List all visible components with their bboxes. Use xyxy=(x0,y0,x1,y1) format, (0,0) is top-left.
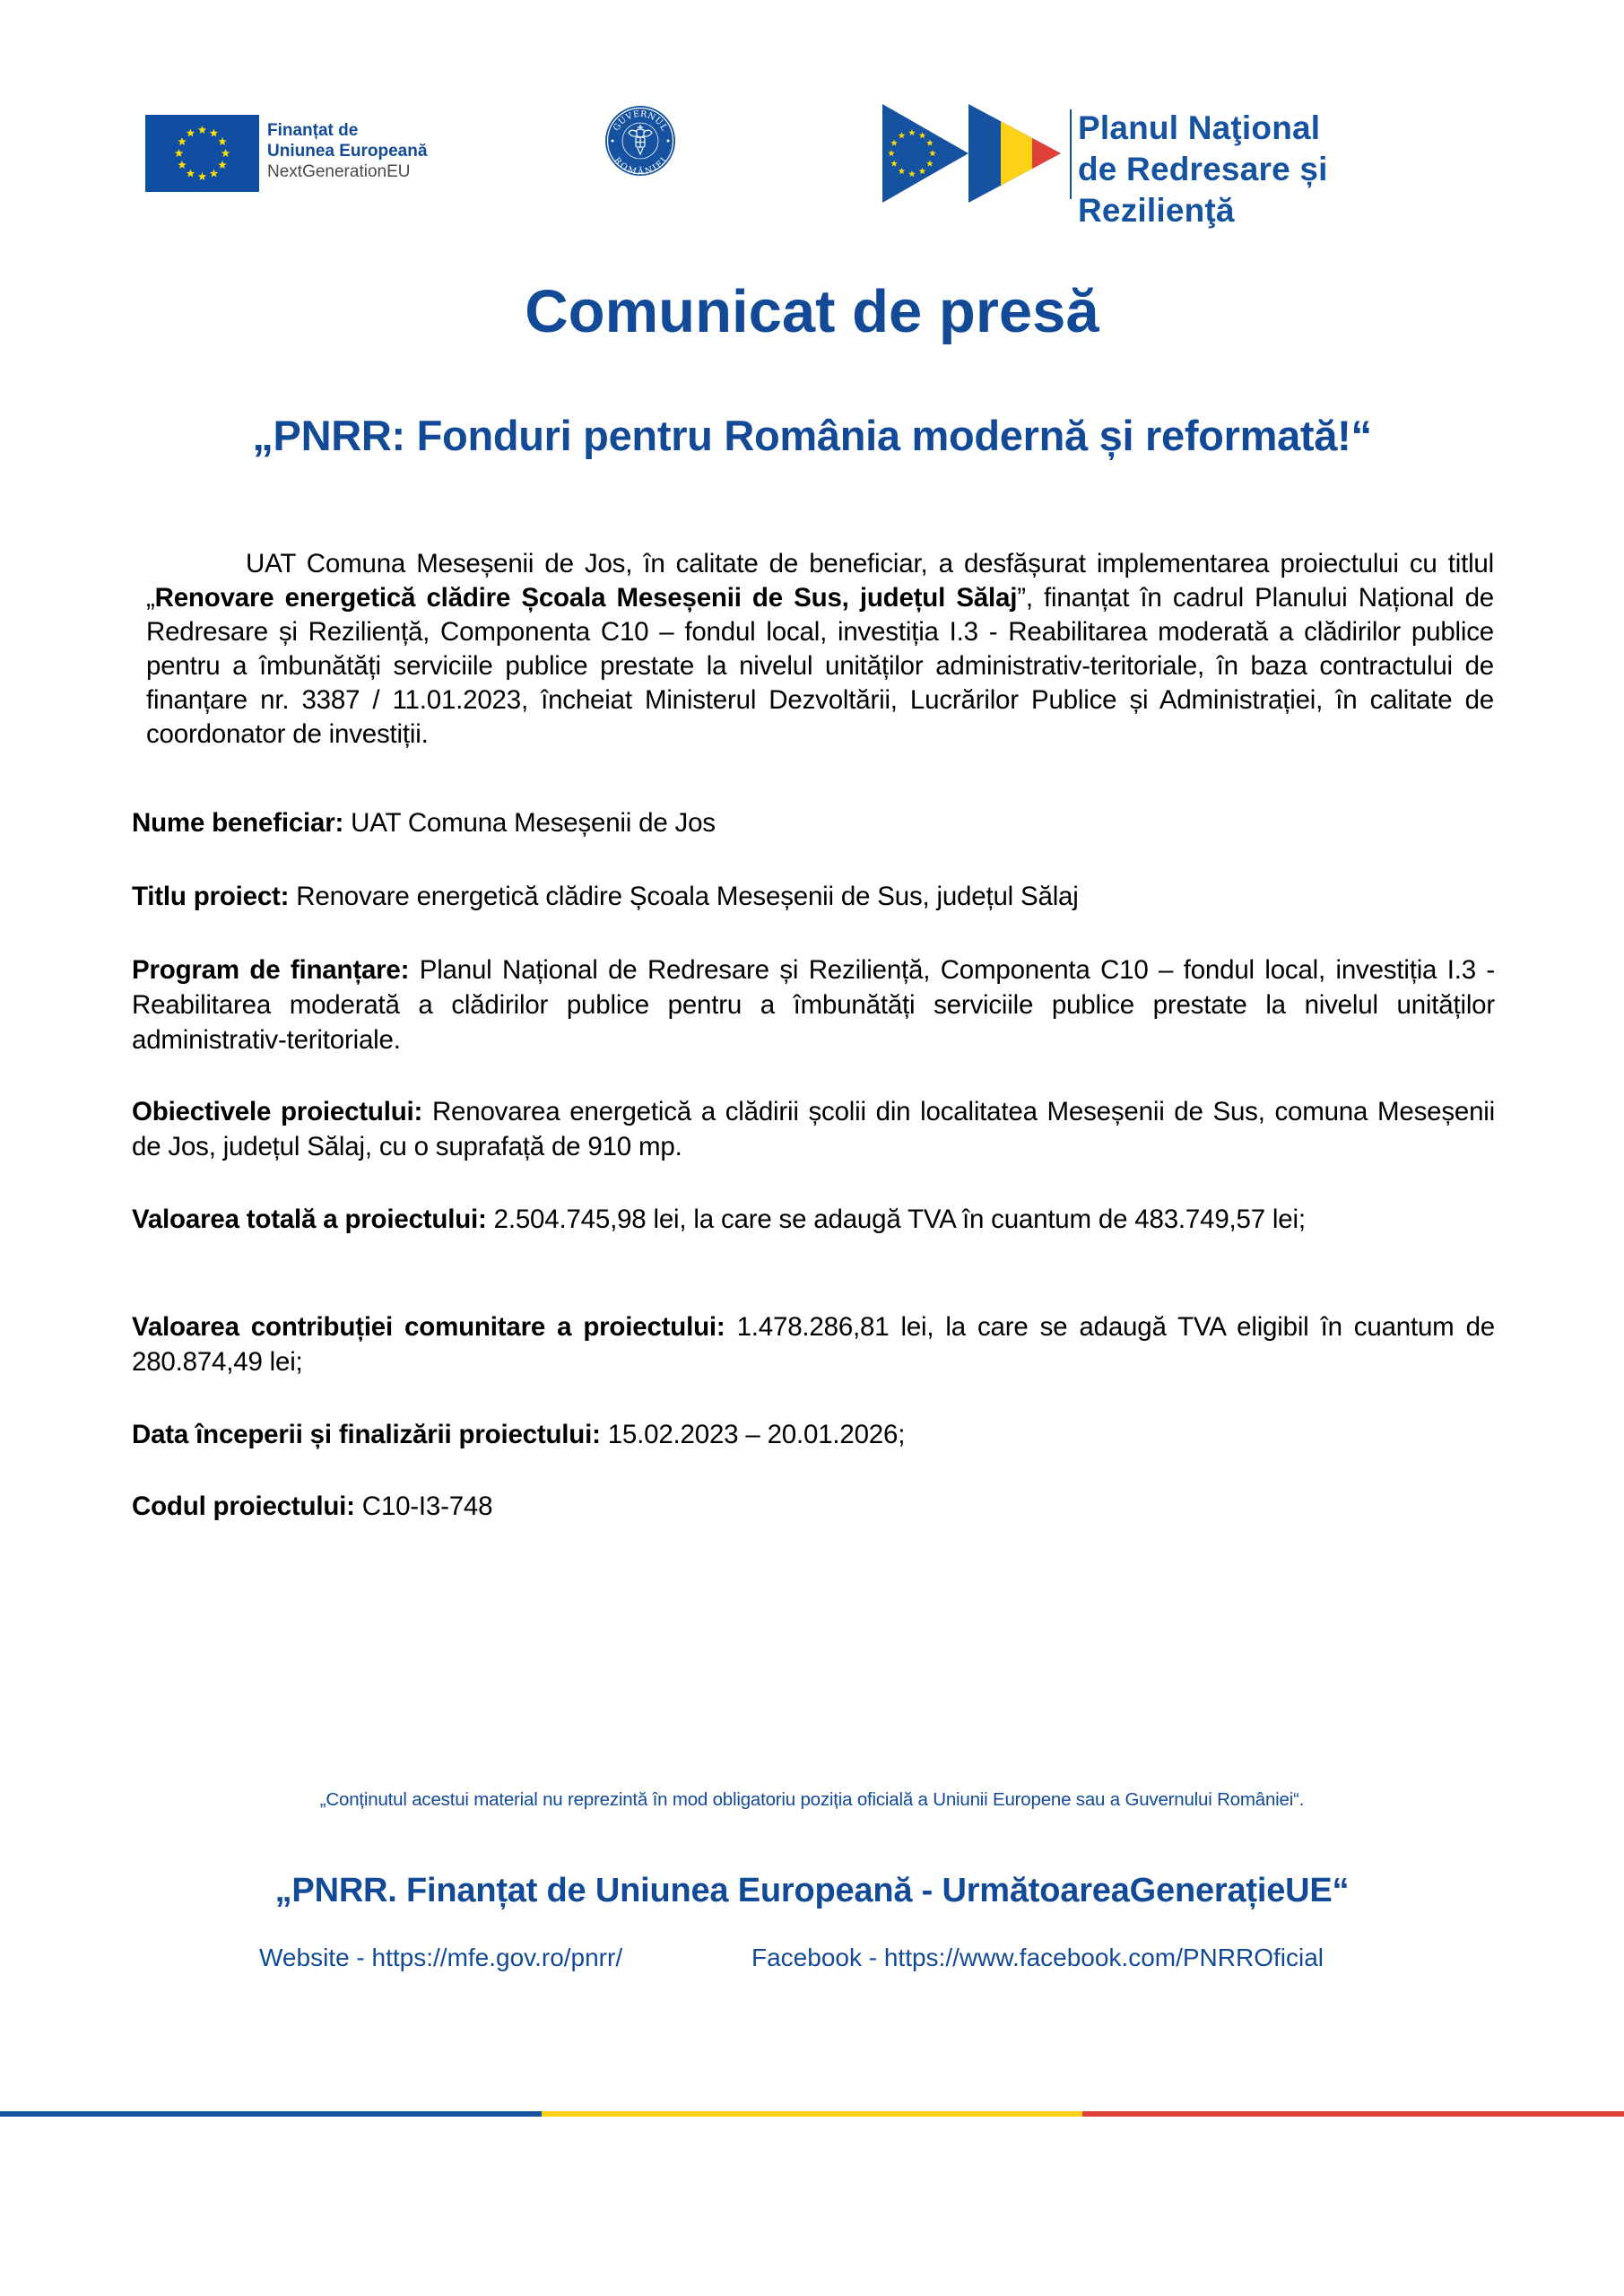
field-label: Nume beneficiar: xyxy=(132,808,344,838)
field-eu-contribution xyxy=(132,1309,1495,1379)
eu-flag-icon xyxy=(145,115,259,192)
facebook-link[interactable]: Facebook - https://www.facebook.com/PNRROficial xyxy=(751,1944,1324,1971)
eu-logo-line1: Finanțat de xyxy=(267,121,359,140)
eu-star-icon xyxy=(187,128,195,136)
eu-star-icon xyxy=(210,128,219,136)
eu-star-icon xyxy=(218,137,227,145)
eu-star-icon xyxy=(198,126,207,134)
field-project-dates xyxy=(132,1417,1495,1452)
field-beneficiary xyxy=(132,805,1495,840)
eu-star-icon xyxy=(178,137,187,145)
eu-star-icon xyxy=(198,172,207,180)
field-value: 15.02.2023 – 20.01.2026; xyxy=(600,1420,906,1449)
eu-star-icon xyxy=(221,149,230,157)
field-value: Renovare energetică clădire Școala Meseșenii de Sus, județul Sălaj xyxy=(289,882,1079,911)
field-label: Obiectivele proiectului: xyxy=(132,1097,423,1126)
website-link[interactable]: Website - https://mfe.gov.ro/pnrr/ xyxy=(259,1944,623,1971)
field-label: Valoarea contribuției comunitare a proiectului: xyxy=(132,1312,725,1342)
eu-funding-logo xyxy=(145,115,567,192)
eu-star-icon xyxy=(210,170,219,178)
pnrr-logo-divider xyxy=(1070,109,1072,199)
field-value: UAT Comuna Meseșenii de Jos xyxy=(343,808,716,838)
seal-top-text: GUVERNUL xyxy=(611,109,670,133)
field-funding-program xyxy=(132,952,1495,1057)
field-value: 2.504.745,98 lei, la care se adaugă TVA în cuantum de 483.749,57 lei; xyxy=(486,1205,1306,1234)
field-label: Titlu proiect: xyxy=(132,882,290,911)
eu-star-icon xyxy=(187,170,195,178)
field-label: Codul proiectului: xyxy=(132,1492,355,1521)
page-title: Comunicat de presă xyxy=(525,278,1099,345)
field-project-code xyxy=(132,1489,1495,1524)
pnrr-logo-line1: Planul Naţional xyxy=(1078,109,1321,146)
eu-star-icon xyxy=(175,149,184,157)
tricolor-divider xyxy=(0,2111,1624,2117)
field-value: Renovarea energetică a clădirii școlii din localitatea Meseșenii de Sus, comuna Meseșenii de Jos, județul Sălaj, cu o suprafață de 910 mp. xyxy=(132,1097,1495,1161)
tricolor-red-segment xyxy=(1082,2111,1624,2117)
pnrr-slogan: „PNRR. Finanțat de Uniunea Europeană - UrmătoareaGenerațieUE“ xyxy=(274,1872,1350,1909)
field-label: Data începerii și finalizării proiectului: xyxy=(132,1420,601,1449)
seal-bottom-text: ROMÂNIEI xyxy=(612,155,670,177)
disclaimer-text: „Conținutul acestui material nu reprezintă în mod obligatoriu poziția oficială a Uniunii Europene sau a Guvernului României“. xyxy=(319,1789,1305,1810)
eu-logo-text xyxy=(267,120,427,182)
eu-star-icon xyxy=(218,161,227,169)
pnrr-logo xyxy=(882,104,1492,229)
pnrr-arrows-icon xyxy=(882,104,1066,204)
page-subtitle: „PNRR: Fonduri pentru România modernă și reformată!“ xyxy=(252,412,1372,459)
field-total-value xyxy=(132,1202,1495,1237)
field-label: Valoarea totală a proiectului: xyxy=(132,1205,487,1234)
field-value: Planul Național de Redresare și Reziliență, Componenta C10 – fondul local, investiția I.3 - Reabilitarea moderată a clădirilor publice pentru a îmbunătăți serviciile publice prestate la nivelul unităților administrativ-teritoriale. xyxy=(132,955,1495,1055)
tricolor-yellow-segment xyxy=(542,2111,1083,2117)
field-value: C10-I3-748 xyxy=(354,1492,493,1521)
intro-project-title: Renovare energetică clădire Școala Meseșenii de Sus, județul Sălaj xyxy=(154,583,1018,613)
intro-text-start: UAT Comuna Meseșenii de Jos, în calitate de beneficiar, a desfășurat implementarea proiectului cu titlul „ xyxy=(146,549,1494,613)
field-project-title xyxy=(132,879,1495,914)
tricolor-blue-segment xyxy=(0,2111,542,2117)
eu-logo-line2: Uniunea Europeană xyxy=(267,142,428,161)
eu-logo-line3: NextGenerationEU xyxy=(267,162,411,181)
intro-paragraph xyxy=(146,547,1494,752)
field-label: Program de finanțare: xyxy=(132,955,410,985)
pnrr-logo-text xyxy=(1078,108,1492,231)
field-value: 1.478.286,81 lei, la care se adaugă TVA eligibil în cuantum de 280.874,49 lei; xyxy=(132,1312,1495,1377)
romanian-government-seal-icon xyxy=(604,105,676,177)
pnrr-logo-line2: de Redresare și Rezilienţă xyxy=(1078,151,1328,229)
intro-text-end: ”, finanțat în cadrul Planului Național de Redresare și Reziliență, Componenta C10 – fondul local, investiția I.3 - Reabilitarea moderată a clădirilor publice pentru a îmbunătăți serviciile publice prestate la nivelul unităților administrativ-teritoriale, în baza contractului de finanțare nr. 3387 / 11.01.2023, încheiat Ministerul Dezvoltării, Lucrărilor Publice și Administrației, în calitate de coordonator de investiții. xyxy=(146,583,1494,749)
field-objectives xyxy=(132,1094,1495,1164)
eu-star-icon xyxy=(178,161,187,169)
